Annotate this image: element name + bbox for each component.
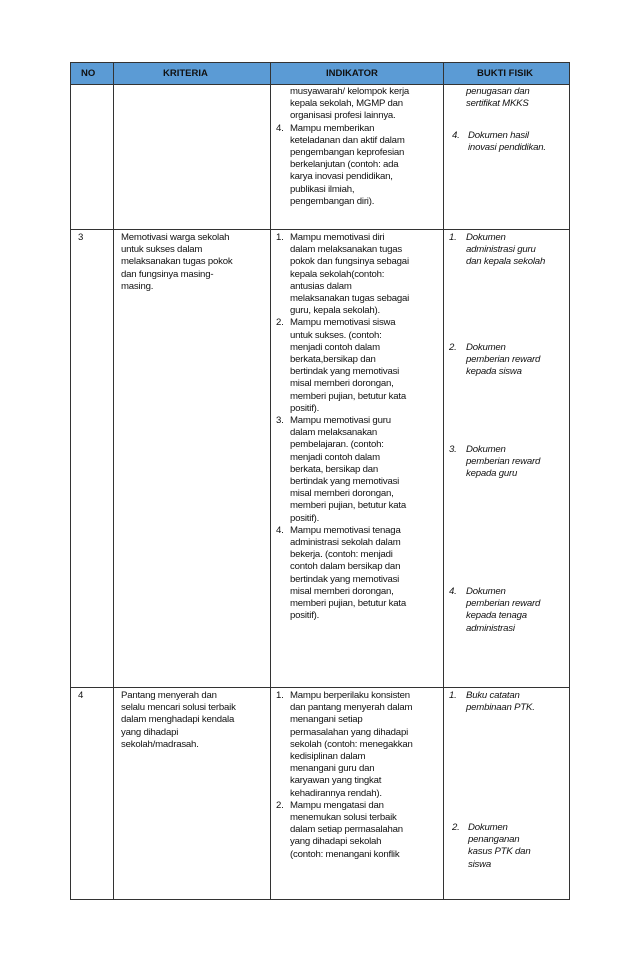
text-line: yang dihadapi sekolah [290, 836, 382, 848]
text-line: positif). [290, 610, 320, 622]
row4-kriteria [121, 690, 263, 751]
header-indikator: INDIKATOR [326, 68, 378, 79]
column-divider [443, 63, 444, 899]
column-divider [270, 63, 271, 899]
text-line: administrasi [466, 622, 515, 634]
text-line: kehadirannya rendah). [290, 787, 382, 799]
row3-indikator [276, 232, 436, 623]
text-line: bekerja. (contoh: menjadi [290, 549, 393, 561]
text-line: kasus PTK dan [468, 846, 531, 858]
text-line: pembinaan PTK. [466, 702, 535, 714]
text-line: dalam melaksanakan tugas [290, 244, 402, 256]
text-line: berkata,bersikap dan [290, 354, 376, 366]
header-bukti: BUKTI FISIK [477, 68, 533, 79]
indikator-item [276, 800, 436, 861]
text-line: menangani guru dan [290, 763, 375, 775]
row-divider [71, 229, 569, 230]
criteria-table [70, 62, 570, 900]
row4-no: 4 [78, 690, 84, 701]
text-line: karya inovasi pendidikan, [290, 171, 393, 183]
text-line: memberi pujian, betutur kata [290, 598, 406, 610]
text-line: untuk sukses dalam [121, 244, 203, 256]
item-number: 1. [449, 232, 457, 243]
text-line: menemukan solusi terbaik [290, 812, 397, 824]
bukti-cont-text [449, 86, 567, 110]
text-line: Dokumen [466, 444, 506, 455]
text-line: Mampu memotivasi diri [290, 232, 385, 243]
row3-no: 3 [78, 232, 84, 243]
item-number: 2. [452, 822, 460, 833]
text-line: berkata, bersikap dan [290, 463, 379, 475]
text-line: dalam melaksanakan [290, 427, 378, 439]
text-line: memberi pujian, betutur kata [290, 500, 406, 512]
text-line: menjadi contoh dalam [290, 451, 380, 463]
text-line: dan kepala sekolah [466, 256, 546, 268]
text-line: Pantang menyerah dan [121, 690, 217, 701]
text-line: melaksanakan tugas pokok [121, 256, 233, 268]
text-line: yang dihadapi [121, 726, 179, 738]
text-line: kepala sekolah(contoh: [290, 268, 385, 280]
bukti-item [449, 586, 567, 635]
text-line: pengembangan diri). [290, 195, 375, 207]
text-line: pembelajaran. (contoh: [290, 439, 384, 451]
text-line: pemberian reward [466, 456, 541, 468]
text-line: Mampu mengatasi dan [290, 799, 384, 811]
bukti-item [449, 444, 567, 481]
indikator-item [276, 317, 436, 415]
bukti-item [449, 232, 567, 269]
text-line: melaksanakan tugas sebagai [290, 293, 410, 305]
text-line: publikasi ilmiah, [290, 183, 355, 195]
item-number: 2. [276, 317, 284, 329]
text-line: bertindak yang memotivasi [290, 573, 400, 585]
indikator-item [276, 123, 436, 208]
text-line: kepala sekolah, MGMP dan [290, 98, 403, 110]
row4-indikator [276, 690, 436, 861]
text-line: sertifikat MKKS [466, 98, 529, 110]
text-line: Dokumen [468, 822, 508, 833]
text-line: keteladanan dan aktif dalam [290, 134, 405, 146]
text-line: Mampu memotivasi guru [290, 415, 391, 427]
bukti-item [449, 690, 567, 714]
text-line: misal memberi dorongan, [290, 378, 394, 390]
text-line: dan pantang menyerah dalam [290, 702, 413, 714]
text-line: karyawan yang tingkat [290, 775, 382, 787]
table-header [71, 63, 569, 85]
text-line: administrasi sekolah dalam [290, 537, 401, 549]
text-line: positif). [290, 402, 320, 414]
text-line: Memotivasi warga sekolah [121, 232, 230, 243]
text-line: contoh dalam bersikap dan [290, 561, 401, 573]
item-number: 3. [276, 415, 284, 427]
text-line: Mampu memberikan [290, 122, 375, 134]
item-number: 3. [449, 444, 457, 455]
text-line: Mampu memotivasi siswa [290, 317, 396, 329]
text-line: kepada guru [466, 468, 518, 480]
text-line: musyawarah/ kelompok kerja [290, 86, 410, 97]
text-line: guru, kepala sekolah). [290, 305, 380, 317]
text-line: dalam setiap permasalahan [290, 824, 403, 836]
item-number: 1. [276, 690, 284, 701]
row3-bukti [449, 232, 567, 682]
text-line: berkelanjutan (contoh: ada [290, 159, 399, 171]
text-line: untuk sukses. (contoh: [290, 329, 382, 341]
text-line: antusias dalam [290, 280, 352, 292]
item-number: 1. [449, 690, 457, 701]
item-number: 2. [276, 799, 284, 811]
text-line: administrasi guru [466, 244, 536, 256]
text-line: inovasi pendidikan. [468, 142, 546, 154]
indikator-item [276, 232, 436, 317]
header-no: NO [81, 68, 96, 79]
text-line: dalam menghadapi kendala [121, 714, 235, 726]
text-line: kedisiplinan dalam [290, 751, 366, 763]
text-line: kepada siswa [466, 366, 522, 378]
column-divider [113, 63, 114, 899]
text-line: organisasi profesi lainnya. [290, 110, 396, 122]
text-line: kepada tenaga [466, 610, 527, 622]
item-number: 4. [276, 122, 284, 134]
indikator-item [276, 690, 436, 800]
item-number: 1. [276, 232, 284, 243]
text-line: masing. [121, 280, 154, 292]
text-line: pemberian reward [466, 598, 541, 610]
item-number: 4. [452, 130, 460, 141]
item-number: 4. [276, 524, 284, 536]
text-line: penanganan [468, 834, 520, 846]
text-line: pengembangan keprofesian [290, 147, 405, 159]
header-kriteria: KRITERIA [163, 68, 208, 79]
table-row-cont-bukti [449, 86, 567, 226]
text-line: menangani setiap [290, 714, 363, 726]
text-line: misal memberi dorongan, [290, 585, 394, 597]
text-line: Dokumen [466, 586, 506, 597]
text-line: Buku catatan [466, 690, 520, 701]
item-number: 4. [449, 586, 457, 597]
row3-kriteria [121, 232, 263, 293]
text-line: menjadi contoh dalam [290, 341, 380, 353]
text-line: Dokumen [466, 342, 506, 353]
item-number: 2. [449, 342, 457, 353]
text-line: positif). [290, 512, 320, 524]
text-line: Mampu memotivasi tenaga [290, 524, 401, 536]
indikator-item [276, 415, 436, 525]
text-line: Mampu berperilaku konsisten [290, 690, 410, 701]
text-line: penugasan dan [466, 86, 530, 97]
text-line: bertindak yang memotivasi [290, 476, 400, 488]
text-line: sekolah/madrasah. [121, 738, 199, 750]
row-divider [71, 687, 569, 688]
text-line: memberi pujian, betutur kata [290, 390, 406, 402]
indikator-item [276, 525, 436, 623]
bukti-item [449, 342, 567, 379]
table-row-cont-indikator [276, 86, 436, 208]
text-line: bertindak yang memotivasi [290, 366, 400, 378]
bukti-item [449, 130, 567, 154]
text-line: Dokumen hasil [468, 130, 529, 141]
text-line: Dokumen [466, 232, 506, 243]
text-line: dan fungsinya masing- [121, 268, 214, 280]
indikator-cont-text [276, 86, 436, 123]
text-line: selalu mencari solusi terbaik [121, 702, 236, 714]
text-line: pokok dan fungsinya sebagai [290, 256, 409, 268]
text-line: permasalahan yang dihadapi [290, 726, 409, 738]
text-line: (contoh: menangani konflik [290, 848, 400, 860]
bukti-item [449, 822, 567, 871]
text-line: misal memberi dorongan, [290, 488, 394, 500]
text-line: siswa [468, 858, 491, 870]
row4-bukti [449, 690, 567, 890]
text-line: pemberian reward [466, 354, 541, 366]
text-line: sekolah (contoh: menegakkan [290, 738, 413, 750]
